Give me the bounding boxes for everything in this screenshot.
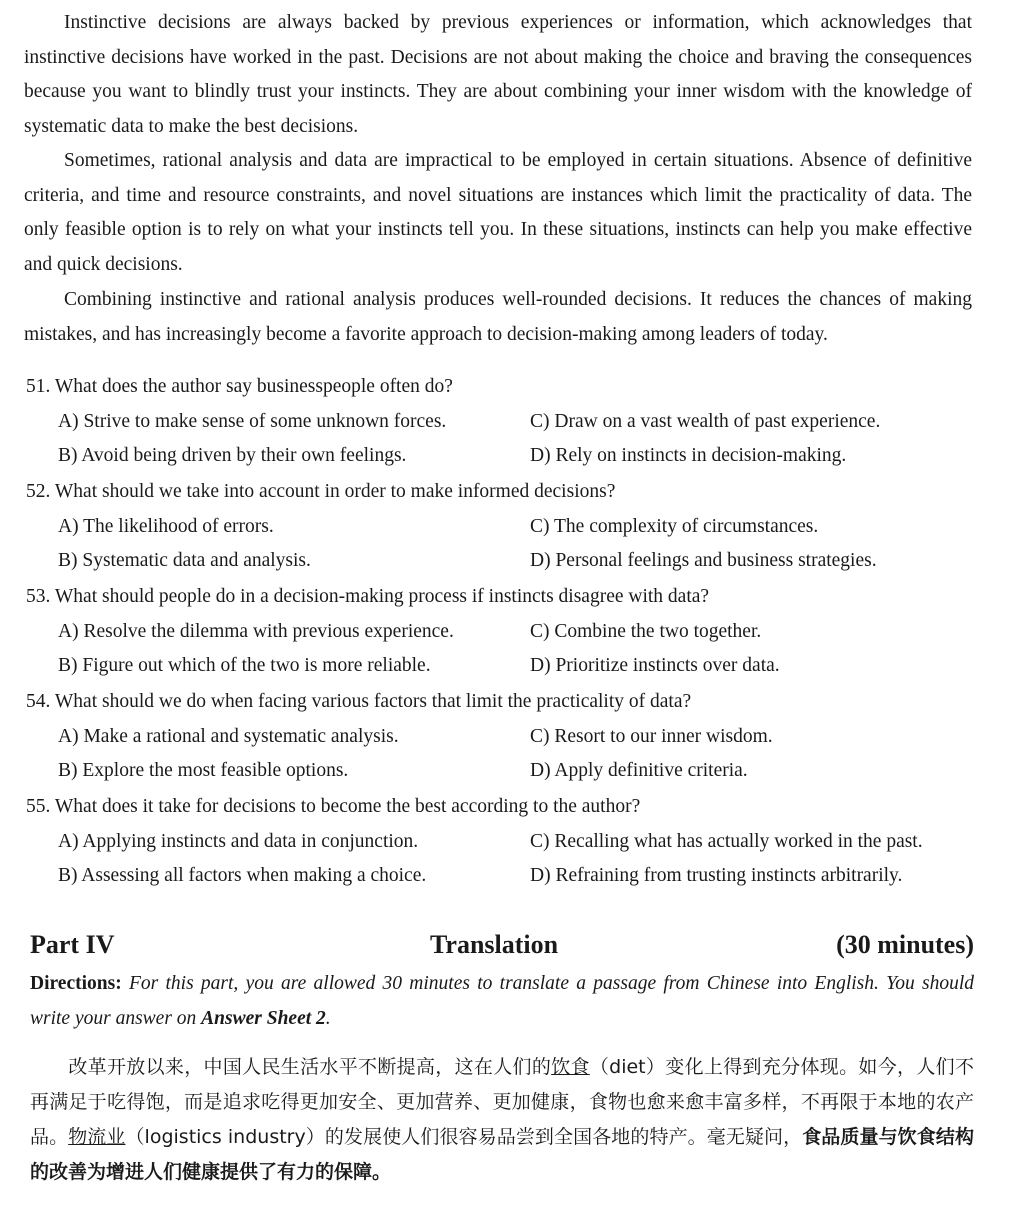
passage-paragraph-3 [24,283,972,352]
question-stem: 53. What should people do in a decision-making process if instincts disagree with data? [26,586,710,607]
passage-paragraph-1-text: Instinctive decisions are always backed by previous experiences or information, which acknowledges that instinctive decisions have worked in the past. Decisions are not about making the choice and braving the consequences because you want to blindly trust your instincts. They are about combining your inner wisdom with the knowledge of systematic data to make the best decisions. [24,12,972,137]
part-number: Part IV [30,930,115,959]
chinese-passage [30,1050,974,1190]
option-d: D) Refraining from trusting instincts arbitrarily. [530,865,903,887]
passage-paragraph-1 [24,6,972,144]
chinese-sentence-1: 改革开放以来，中国人民生活水平不断提高，这在人们的 [68,1056,552,1078]
passage-paragraph-2-text: Sometimes, rational analysis and data are impractical to be employed in certain situations. Absence of definitive criteria, and time and resource constraints, and novel situations are instances which limit the practicality of data. The only feasible option is to rely on what your instincts tell you. In these situations, instincts can help you make effective and quick decisions. [24,150,972,275]
option-a: A) Resolve the dilemma with previous experience. [58,620,454,642]
option-a: A) Strive to make sense of some unknown forces. [58,410,447,432]
question-stem: 54. What should we do when facing various factors that limit the practicality of data? [26,691,692,712]
option-d: D) Personal feelings and business strategies. [530,550,877,572]
underlined-term-diet: 饮食 [551,1056,590,1078]
question-stem: 52. What should we take into account in order to make informed decisions? [26,481,616,502]
option-b: B) Systematic data and analysis. [58,550,311,572]
option-c: C) Combine the two together. [530,620,762,642]
answer-sheet-name: Answer Sheet 2 [201,1008,326,1029]
underlined-term-logistics: 物流业 [68,1126,126,1148]
chinese-sentence-4: 食品质量与饮食结构的改善为增进人们健康提供了有力的保障。 [30,1126,974,1183]
option-a: A) The likelihood of errors. [58,515,274,537]
passage-paragraph-2 [24,144,972,282]
question-51 [26,370,976,474]
option-d: D) Apply definitive criteria. [530,760,748,782]
option-d: D) Rely on instincts in decision-making. [530,445,847,467]
option-a: A) Applying instincts and data in conjunction. [58,830,419,852]
question-52 [26,475,976,579]
term-gloss-logistics: （logistics industry） [125,1126,325,1148]
option-b: B) Assessing all factors when making a choice. [58,865,427,887]
directions [30,966,974,1036]
option-c: C) Resort to our inner wisdom. [530,725,773,747]
passage-paragraph-3-text: Combining instinctive and rational analysis produces well-rounded decisions. It reduces the chances of making mistakes, and has increasingly become a favorite approach to decision-making among leaders of today. [24,289,972,345]
option-c: C) The complexity of circumstances. [530,515,819,537]
question-54 [26,685,976,789]
option-b: B) Explore the most feasible options. [58,760,349,782]
term-gloss-diet: （diet） [589,1056,666,1078]
question-55 [26,790,976,894]
option-c: C) Draw on a vast wealth of past experience. [530,410,881,432]
part-title: Translation [430,930,559,959]
question-53 [26,580,976,684]
question-stem: 55. What does it take for decisions to become the best according to the author? [26,796,641,817]
option-d: D) Prioritize instincts over data. [530,655,780,677]
option-a: A) Make a rational and systematic analysis. [58,725,399,747]
question-stem: 51. What does the author say businesspeople often do? [26,376,453,397]
option-c: C) Recalling what has actually worked in the past. [530,830,923,852]
option-b: B) Figure out which of the two is more reliable. [58,655,431,677]
directions-text: For this part, you are allowed 30 minutes to translate a passage from Chinese into English. You should write your answer on [30,973,974,1029]
option-b: B) Avoid being driven by their own feelings. [58,445,407,467]
part-time-limit: (30 minutes) [836,930,974,959]
directions-end: . [325,1008,331,1029]
directions-label: Directions: [30,973,122,994]
chinese-sentence-3: 的发展使人们很容易品尝到全国各地的特产。毫无疑问， [324,1126,803,1148]
part-heading [30,930,974,968]
chinese-sentence-2: 变化上得到充分体现。如今，人们不再满足于吃得饱，而是追求吃得更加安全、更加营养、更加健康，食物也愈来愈丰富多样，不再限于本地的农产品。 [30,1056,974,1148]
